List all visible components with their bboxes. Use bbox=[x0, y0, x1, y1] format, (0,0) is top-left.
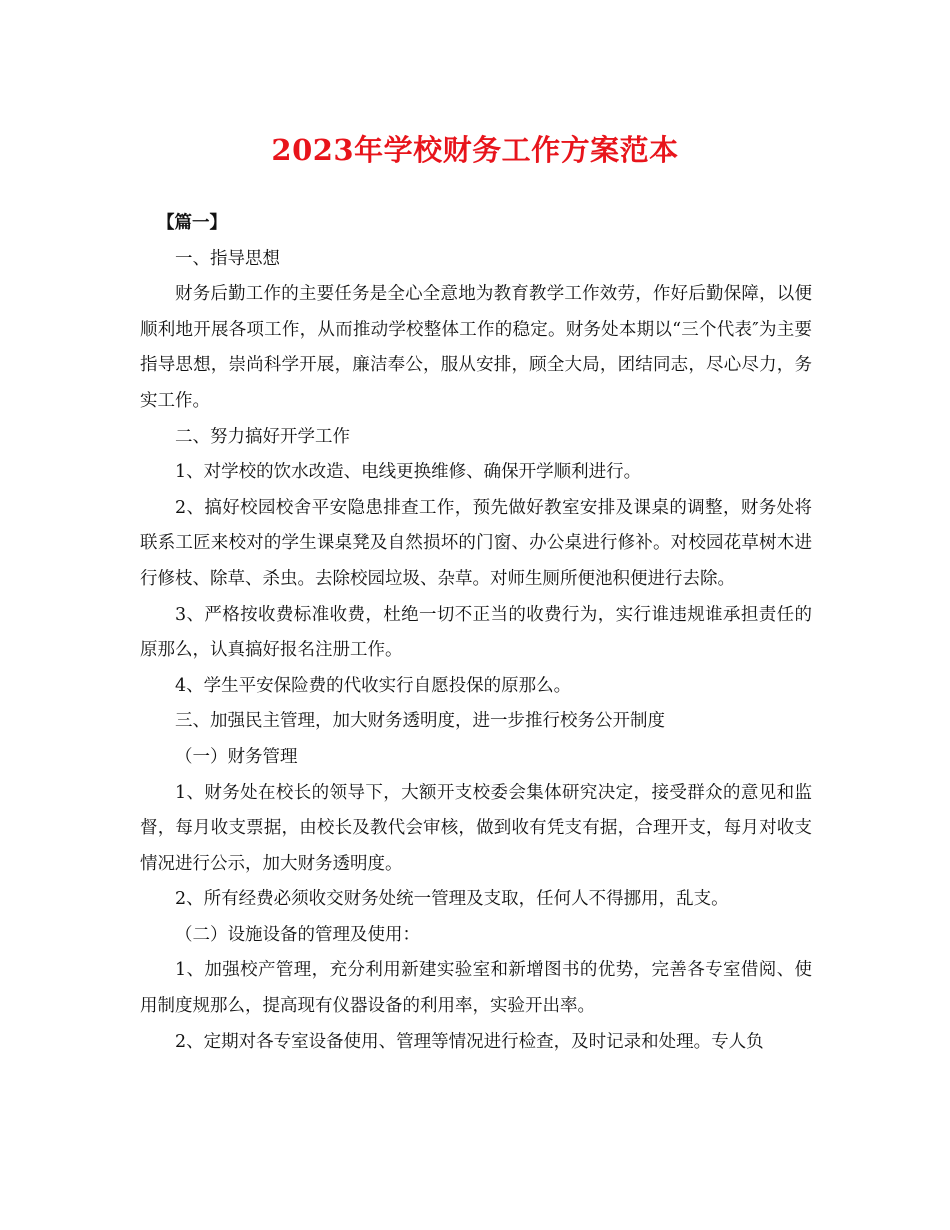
list-item: 1、财务处在校长的领导下，大额开支校委会集体研究决定，接受群众的意见和监督，每月收支票据，由校长及教代会审核，做到收有凭支有据，合理开支，每月对收支情况进行公示，加大财务透明度。 bbox=[140, 782, 812, 874]
heading-opening-work: 二、努力搞好开学工作 bbox=[175, 426, 350, 447]
list-item: 4、学生平安保险费的代收实行自愿投保的原那么。 bbox=[175, 675, 572, 696]
list-item: 1、对学校的饮水改造、电线更换维修、确保开学顺利进行。 bbox=[175, 462, 642, 483]
document-body bbox=[140, 206, 812, 1060]
list-item: 3、严格按收费标准收费，杜绝一切不正当的收费行为，实行谁违规谁承担责任的原那么，认真搞好报名注册工作。 bbox=[140, 604, 812, 661]
list-item: 2、定期对各专室设备使用、管理等情况进行检查，及时记录和处理。专人负 bbox=[175, 1031, 764, 1052]
heading-democratic-management: 三、加强民主管理，加大财务透明度，进一步推行校务公开制度 bbox=[175, 711, 665, 732]
paragraph: 财务后勤工作的主要任务是全心全意地为教育教学工作效劳，作好后勤保障，以便顺利地开展各项工作，从而推动学校整体工作的稳定。财务处本期以“三个代表″为主要指导思想，崇尚科学开展，廉洁奉公，服从安排，顾全大局，团结同志，尽心尽力，务实工作。 bbox=[140, 284, 812, 411]
subheading-finance-management: （一）财务管理 bbox=[175, 746, 298, 767]
list-item: 1、加强校产管理，充分利用新建实验室和新增图书的优势，完善各专室借阅、使用制度规那么，提高现有仪器设备的利用率，实验开出率。 bbox=[140, 960, 812, 1017]
heading-guiding-thought: 一、指导思想 bbox=[175, 248, 280, 269]
subheading-facilities: （二）设施设备的管理及使用： bbox=[175, 924, 420, 945]
list-item: 2、搞好校园校舍平安隐患排查工作，预先做好教室安排及课桌的调整，财务处将联系工匠来校对的学生课桌凳及自然损坏的门窗、办公桌进行修补。对校园花草树木进行修枝、除草、杀虫。去除校园垃圾、杂草。对师生厕所便池积便进行去除。 bbox=[140, 497, 812, 589]
list-item: 2、所有经费必须收交财务处统一管理及支取，任何人不得挪用，乱支。 bbox=[175, 889, 729, 910]
section-label: 【篇一】 bbox=[157, 213, 227, 233]
document-title: 2023年学校财务工作方案范本 bbox=[271, 133, 679, 167]
